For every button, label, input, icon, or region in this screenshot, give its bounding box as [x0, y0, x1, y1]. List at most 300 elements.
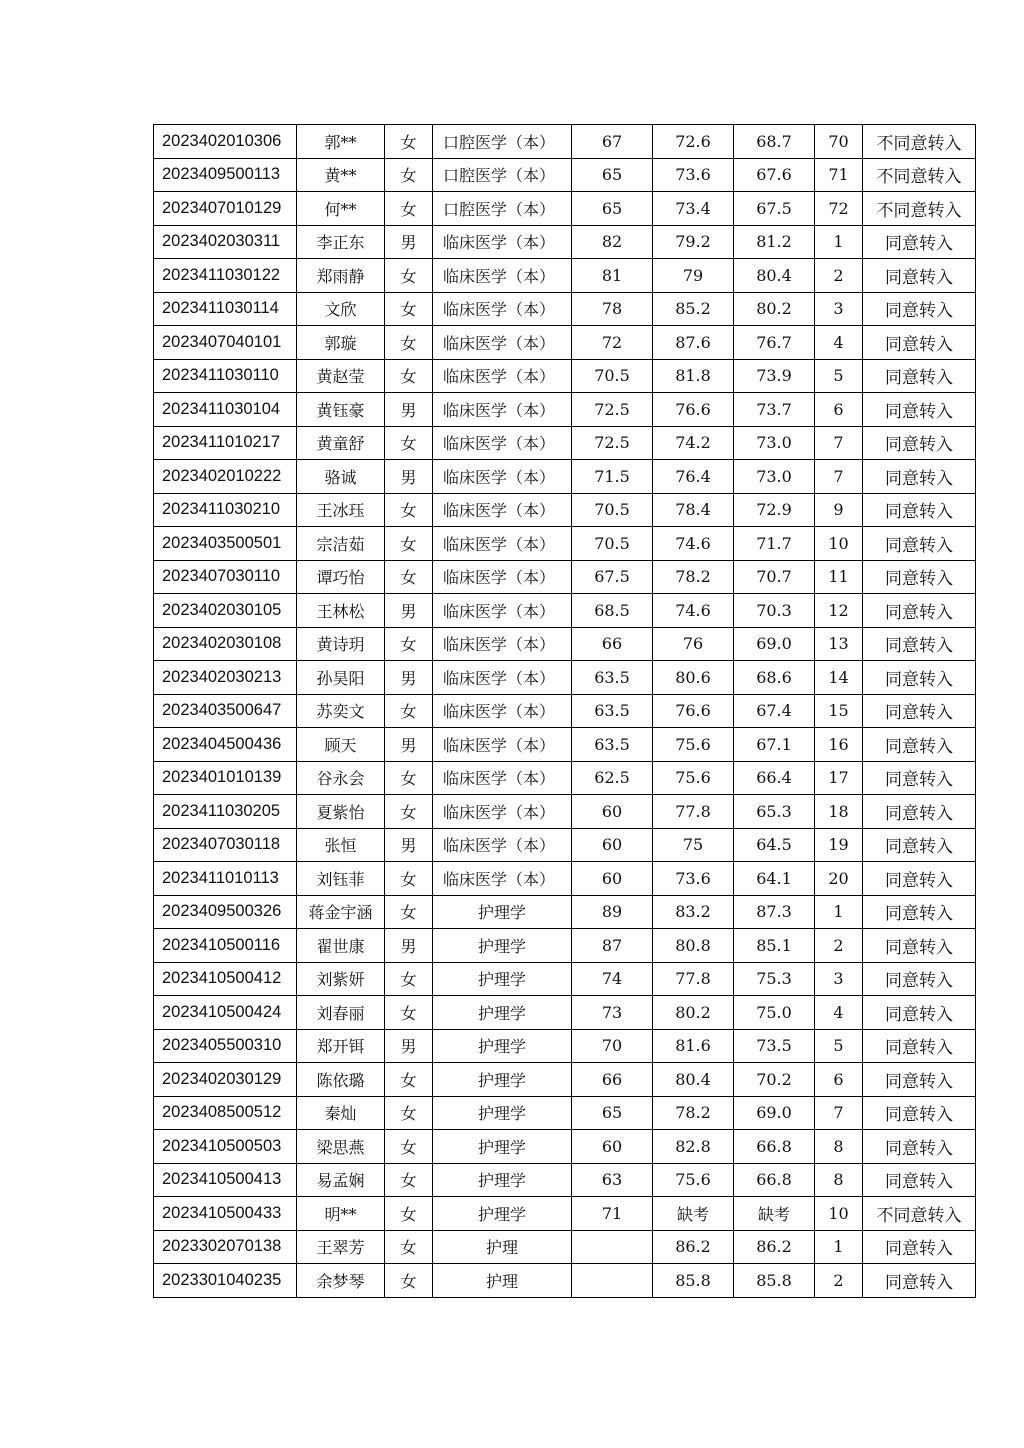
rank-cell: 2: [815, 929, 863, 963]
major-cell: 临床医学（本）: [433, 560, 572, 594]
score-2-cell: 80.6: [653, 661, 734, 695]
total-score-cell: 64.1: [734, 862, 815, 896]
table-row: [154, 862, 976, 896]
total-score-cell: 81.2: [734, 225, 815, 259]
gender-cell: 男: [385, 1029, 433, 1063]
status-cell: 同意转入: [863, 393, 976, 427]
gender-cell: 男: [385, 225, 433, 259]
total-score-cell: 67.6: [734, 158, 815, 192]
student-id-cell: 2023404500436: [154, 728, 297, 762]
status-cell: 同意转入: [863, 527, 976, 561]
score-1-cell: 73: [572, 996, 653, 1030]
major-cell: 临床医学（本）: [433, 761, 572, 795]
student-id-cell: 2023402010306: [154, 125, 297, 159]
table-row: [154, 393, 976, 427]
name-cell: 秦灿: [297, 1096, 385, 1130]
gender-cell: 女: [385, 862, 433, 896]
score-1-cell: 71: [572, 1197, 653, 1231]
status-cell: 同意转入: [863, 225, 976, 259]
score-2-cell: 73.6: [653, 862, 734, 896]
total-score-cell: 73.9: [734, 359, 815, 393]
rank-cell: 11: [815, 560, 863, 594]
name-cell: 郑开铒: [297, 1029, 385, 1063]
status-cell: 同意转入: [863, 326, 976, 360]
gender-cell: 女: [385, 326, 433, 360]
table-row: [154, 1197, 976, 1231]
gender-cell: 男: [385, 460, 433, 494]
score-2-cell: 72.6: [653, 125, 734, 159]
student-id-cell: 2023409500326: [154, 895, 297, 929]
major-cell: 护理学: [433, 1029, 572, 1063]
rank-cell: 70: [815, 125, 863, 159]
status-cell: 不同意转入: [863, 1197, 976, 1231]
major-cell: 临床医学（本）: [433, 594, 572, 628]
rank-cell: 71: [815, 158, 863, 192]
status-cell: 同意转入: [863, 1130, 976, 1164]
major-cell: 临床医学（本）: [433, 225, 572, 259]
status-cell: 同意转入: [863, 895, 976, 929]
score-1-cell: 71.5: [572, 460, 653, 494]
score-1-cell: 63.5: [572, 661, 653, 695]
rank-cell: 9: [815, 493, 863, 527]
name-cell: 郭**: [297, 125, 385, 159]
total-score-cell: 70.3: [734, 594, 815, 628]
score-2-cell: 87.6: [653, 326, 734, 360]
major-cell: 护理学: [433, 1130, 572, 1164]
table-row: [154, 661, 976, 695]
rank-cell: 1: [815, 1230, 863, 1264]
name-cell: 骆诚: [297, 460, 385, 494]
gender-cell: 女: [385, 192, 433, 226]
total-score-cell: 87.3: [734, 895, 815, 929]
status-cell: 同意转入: [863, 359, 976, 393]
total-score-cell: 73.0: [734, 426, 815, 460]
rank-cell: 3: [815, 292, 863, 326]
status-cell: 同意转入: [863, 560, 976, 594]
status-cell: 同意转入: [863, 426, 976, 460]
name-cell: 王翠芳: [297, 1230, 385, 1264]
table-body: [154, 125, 976, 1298]
major-cell: 护理学: [433, 1163, 572, 1197]
table-row: [154, 996, 976, 1030]
table-row: [154, 1230, 976, 1264]
score-1-cell: 66: [572, 627, 653, 661]
score-2-cell: 83.2: [653, 895, 734, 929]
rank-cell: 72: [815, 192, 863, 226]
status-cell: 同意转入: [863, 795, 976, 829]
name-cell: 刘钰菲: [297, 862, 385, 896]
score-1-cell: 63.5: [572, 694, 653, 728]
score-2-cell: 77.8: [653, 962, 734, 996]
student-id-cell: 2023302070138: [154, 1230, 297, 1264]
major-cell: 临床医学（本）: [433, 728, 572, 762]
student-id-cell: 2023410500433: [154, 1197, 297, 1231]
score-1-cell: 60: [572, 1130, 653, 1164]
score-2-cell: 74.6: [653, 527, 734, 561]
student-id-cell: 2023408500512: [154, 1096, 297, 1130]
rank-cell: 12: [815, 594, 863, 628]
score-1-cell: 72.5: [572, 393, 653, 427]
gender-cell: 女: [385, 292, 433, 326]
total-score-cell: 80.2: [734, 292, 815, 326]
table-row: [154, 1163, 976, 1197]
score-1-cell: 66: [572, 1063, 653, 1097]
major-cell: 临床医学（本）: [433, 359, 572, 393]
student-id-cell: 2023411030210: [154, 493, 297, 527]
score-2-cell: 76.6: [653, 393, 734, 427]
student-id-cell: 2023410500503: [154, 1130, 297, 1164]
major-cell: 口腔医学（本）: [433, 158, 572, 192]
status-cell: 同意转入: [863, 728, 976, 762]
status-cell: 同意转入: [863, 1029, 976, 1063]
name-cell: 谷永会: [297, 761, 385, 795]
table-row: [154, 594, 976, 628]
status-cell: 不同意转入: [863, 125, 976, 159]
student-id-cell: 2023411030104: [154, 393, 297, 427]
total-score-cell: 66.8: [734, 1130, 815, 1164]
name-cell: 何**: [297, 192, 385, 226]
name-cell: 孙昊阳: [297, 661, 385, 695]
student-id-cell: 2023407010129: [154, 192, 297, 226]
name-cell: 夏紫怡: [297, 795, 385, 829]
name-cell: 郑雨静: [297, 259, 385, 293]
gender-cell: 女: [385, 1096, 433, 1130]
score-1-cell: [572, 1230, 653, 1264]
name-cell: 谭巧怡: [297, 560, 385, 594]
student-id-cell: 2023411030110: [154, 359, 297, 393]
table-row: [154, 1063, 976, 1097]
table-row: [154, 895, 976, 929]
total-score-cell: 缺考: [734, 1197, 815, 1231]
total-score-cell: 73.0: [734, 460, 815, 494]
major-cell: 护理: [433, 1264, 572, 1298]
gender-cell: 女: [385, 627, 433, 661]
table-row: [154, 192, 976, 226]
total-score-cell: 64.5: [734, 828, 815, 862]
rank-cell: 1: [815, 895, 863, 929]
score-1-cell: 65: [572, 1096, 653, 1130]
status-cell: 同意转入: [863, 1096, 976, 1130]
major-cell: 临床医学（本）: [433, 460, 572, 494]
score-1-cell: 65: [572, 192, 653, 226]
major-cell: 临床医学（本）: [433, 292, 572, 326]
score-2-cell: 76.4: [653, 460, 734, 494]
rank-cell: 7: [815, 426, 863, 460]
rank-cell: 10: [815, 1197, 863, 1231]
status-cell: 同意转入: [863, 996, 976, 1030]
table-row: [154, 1096, 976, 1130]
major-cell: 护理学: [433, 1096, 572, 1130]
gender-cell: 女: [385, 996, 433, 1030]
rank-cell: 1: [815, 225, 863, 259]
total-score-cell: 85.1: [734, 929, 815, 963]
status-cell: 同意转入: [863, 828, 976, 862]
table-row: [154, 225, 976, 259]
rank-cell: 8: [815, 1163, 863, 1197]
status-cell: 同意转入: [863, 862, 976, 896]
score-2-cell: 81.8: [653, 359, 734, 393]
rank-cell: 5: [815, 1029, 863, 1063]
rank-cell: 4: [815, 326, 863, 360]
score-2-cell: 76: [653, 627, 734, 661]
status-cell: 同意转入: [863, 627, 976, 661]
status-cell: 同意转入: [863, 1063, 976, 1097]
student-id-cell: 2023407040101: [154, 326, 297, 360]
name-cell: 郭璇: [297, 326, 385, 360]
student-id-cell: 2023402030108: [154, 627, 297, 661]
score-1-cell: 81: [572, 259, 653, 293]
table-row: [154, 929, 976, 963]
rank-cell: 20: [815, 862, 863, 896]
status-cell: 同意转入: [863, 1230, 976, 1264]
gender-cell: 女: [385, 962, 433, 996]
score-2-cell: 85.2: [653, 292, 734, 326]
rank-cell: 18: [815, 795, 863, 829]
name-cell: 李正东: [297, 225, 385, 259]
student-id-cell: 2023411030114: [154, 292, 297, 326]
gender-cell: 女: [385, 1197, 433, 1231]
rank-cell: 10: [815, 527, 863, 561]
status-cell: 同意转入: [863, 594, 976, 628]
major-cell: 护理学: [433, 962, 572, 996]
student-id-cell: 2023403500501: [154, 527, 297, 561]
student-id-cell: 2023401010139: [154, 761, 297, 795]
student-id-cell: 2023301040235: [154, 1264, 297, 1298]
total-score-cell: 70.7: [734, 560, 815, 594]
score-2-cell: 79: [653, 259, 734, 293]
major-cell: 临床医学（本）: [433, 694, 572, 728]
score-1-cell: 72.5: [572, 426, 653, 460]
major-cell: 临床医学（本）: [433, 661, 572, 695]
name-cell: 黄诗玥: [297, 627, 385, 661]
student-id-cell: 2023405500310: [154, 1029, 297, 1063]
rank-cell: 8: [815, 1130, 863, 1164]
score-2-cell: 75.6: [653, 728, 734, 762]
name-cell: 梁思燕: [297, 1130, 385, 1164]
name-cell: 陈依璐: [297, 1063, 385, 1097]
gender-cell: 女: [385, 158, 433, 192]
gender-cell: 男: [385, 728, 433, 762]
rank-cell: 13: [815, 627, 863, 661]
name-cell: 王冰珏: [297, 493, 385, 527]
major-cell: 护理: [433, 1230, 572, 1264]
rank-cell: 16: [815, 728, 863, 762]
table-row: [154, 627, 976, 661]
student-id-cell: 2023411030122: [154, 259, 297, 293]
score-2-cell: 82.8: [653, 1130, 734, 1164]
major-cell: 口腔医学（本）: [433, 192, 572, 226]
table-row: [154, 426, 976, 460]
table-row: [154, 1130, 976, 1164]
score-2-cell: 75: [653, 828, 734, 862]
student-id-cell: 2023410500116: [154, 929, 297, 963]
score-2-cell: 75.6: [653, 1163, 734, 1197]
total-score-cell: 75.0: [734, 996, 815, 1030]
total-score-cell: 70.2: [734, 1063, 815, 1097]
table-row: [154, 460, 976, 494]
total-score-cell: 68.6: [734, 661, 815, 695]
major-cell: 护理学: [433, 1197, 572, 1231]
total-score-cell: 76.7: [734, 326, 815, 360]
score-1-cell: 60: [572, 862, 653, 896]
rank-cell: 4: [815, 996, 863, 1030]
student-id-cell: 2023402030311: [154, 225, 297, 259]
gender-cell: 女: [385, 1264, 433, 1298]
name-cell: 刘紫妍: [297, 962, 385, 996]
student-id-cell: 2023410500413: [154, 1163, 297, 1197]
total-score-cell: 66.4: [734, 761, 815, 795]
table-row: [154, 1264, 976, 1298]
rank-cell: 6: [815, 393, 863, 427]
score-1-cell: 63.5: [572, 728, 653, 762]
score-1-cell: [572, 1264, 653, 1298]
table-row: [154, 728, 976, 762]
score-2-cell: 77.8: [653, 795, 734, 829]
total-score-cell: 69.0: [734, 627, 815, 661]
name-cell: 余梦琴: [297, 1264, 385, 1298]
score-1-cell: 70.5: [572, 493, 653, 527]
table-row: [154, 761, 976, 795]
score-2-cell: 80.8: [653, 929, 734, 963]
status-cell: 同意转入: [863, 962, 976, 996]
score-1-cell: 70.5: [572, 359, 653, 393]
total-score-cell: 67.4: [734, 694, 815, 728]
student-id-cell: 2023409500113: [154, 158, 297, 192]
table-row: [154, 1029, 976, 1063]
rank-cell: 15: [815, 694, 863, 728]
rank-cell: 7: [815, 1096, 863, 1130]
major-cell: 临床医学（本）: [433, 493, 572, 527]
score-1-cell: 87: [572, 929, 653, 963]
status-cell: 不同意转入: [863, 158, 976, 192]
student-id-cell: 2023411030205: [154, 795, 297, 829]
total-score-cell: 73.5: [734, 1029, 815, 1063]
score-2-cell: 81.6: [653, 1029, 734, 1063]
name-cell: 顾天: [297, 728, 385, 762]
name-cell: 王林松: [297, 594, 385, 628]
table-row: [154, 795, 976, 829]
score-1-cell: 82: [572, 225, 653, 259]
major-cell: 临床医学（本）: [433, 393, 572, 427]
name-cell: 翟世康: [297, 929, 385, 963]
score-2-cell: 76.6: [653, 694, 734, 728]
score-1-cell: 60: [572, 828, 653, 862]
table-row: [154, 326, 976, 360]
gender-cell: 女: [385, 895, 433, 929]
score-1-cell: 72: [572, 326, 653, 360]
table-row: [154, 125, 976, 159]
rank-cell: 14: [815, 661, 863, 695]
major-cell: 临床医学（本）: [433, 828, 572, 862]
gender-cell: 女: [385, 1130, 433, 1164]
major-cell: 临床医学（本）: [433, 326, 572, 360]
score-2-cell: 86.2: [653, 1230, 734, 1264]
major-cell: 护理学: [433, 1063, 572, 1097]
status-cell: 同意转入: [863, 694, 976, 728]
status-cell: 不同意转入: [863, 192, 976, 226]
table-row: [154, 493, 976, 527]
student-id-cell: 2023403500647: [154, 694, 297, 728]
gender-cell: 女: [385, 259, 433, 293]
rank-cell: 3: [815, 962, 863, 996]
score-2-cell: 73.4: [653, 192, 734, 226]
major-cell: 护理学: [433, 996, 572, 1030]
student-id-cell: 2023410500424: [154, 996, 297, 1030]
rank-cell: 6: [815, 1063, 863, 1097]
major-cell: 临床医学（本）: [433, 795, 572, 829]
gender-cell: 女: [385, 694, 433, 728]
total-score-cell: 67.5: [734, 192, 815, 226]
status-cell: 同意转入: [863, 460, 976, 494]
gender-cell: 女: [385, 359, 433, 393]
table-row: [154, 694, 976, 728]
score-2-cell: 75.6: [653, 761, 734, 795]
name-cell: 蒋金宇涵: [297, 895, 385, 929]
score-2-cell: 80.4: [653, 1063, 734, 1097]
score-1-cell: 78: [572, 292, 653, 326]
score-2-cell: 78.2: [653, 1096, 734, 1130]
score-1-cell: 62.5: [572, 761, 653, 795]
gender-cell: 女: [385, 795, 433, 829]
status-cell: 同意转入: [863, 661, 976, 695]
major-cell: 临床医学（本）: [433, 426, 572, 460]
student-id-cell: 2023411010113: [154, 862, 297, 896]
score-1-cell: 74: [572, 962, 653, 996]
name-cell: 黄钰豪: [297, 393, 385, 427]
total-score-cell: 65.3: [734, 795, 815, 829]
total-score-cell: 72.9: [734, 493, 815, 527]
name-cell: 张恒: [297, 828, 385, 862]
score-1-cell: 68.5: [572, 594, 653, 628]
table-row: [154, 527, 976, 561]
total-score-cell: 80.4: [734, 259, 815, 293]
table-row: [154, 560, 976, 594]
major-cell: 护理学: [433, 895, 572, 929]
score-2-cell: 缺考: [653, 1197, 734, 1231]
major-cell: 口腔医学（本）: [433, 125, 572, 159]
score-1-cell: 63: [572, 1163, 653, 1197]
score-2-cell: 85.8: [653, 1264, 734, 1298]
total-score-cell: 67.1: [734, 728, 815, 762]
total-score-cell: 69.0: [734, 1096, 815, 1130]
score-2-cell: 79.2: [653, 225, 734, 259]
name-cell: 文欣: [297, 292, 385, 326]
table-row: [154, 962, 976, 996]
status-cell: 同意转入: [863, 292, 976, 326]
gender-cell: 男: [385, 929, 433, 963]
status-cell: 同意转入: [863, 1264, 976, 1298]
name-cell: 黄**: [297, 158, 385, 192]
score-2-cell: 74.2: [653, 426, 734, 460]
major-cell: 临床医学（本）: [433, 259, 572, 293]
student-id-cell: 2023402010222: [154, 460, 297, 494]
student-id-cell: 2023402030105: [154, 594, 297, 628]
rank-cell: 5: [815, 359, 863, 393]
score-2-cell: 74.6: [653, 594, 734, 628]
total-score-cell: 86.2: [734, 1230, 815, 1264]
student-id-cell: 2023411010217: [154, 426, 297, 460]
gender-cell: 女: [385, 761, 433, 795]
student-id-cell: 2023407030118: [154, 828, 297, 862]
score-1-cell: 65: [572, 158, 653, 192]
rank-cell: 19: [815, 828, 863, 862]
major-cell: 临床医学（本）: [433, 627, 572, 661]
gender-cell: 女: [385, 1163, 433, 1197]
gender-cell: 女: [385, 1063, 433, 1097]
status-cell: 同意转入: [863, 493, 976, 527]
gender-cell: 男: [385, 828, 433, 862]
major-cell: 临床医学（本）: [433, 527, 572, 561]
